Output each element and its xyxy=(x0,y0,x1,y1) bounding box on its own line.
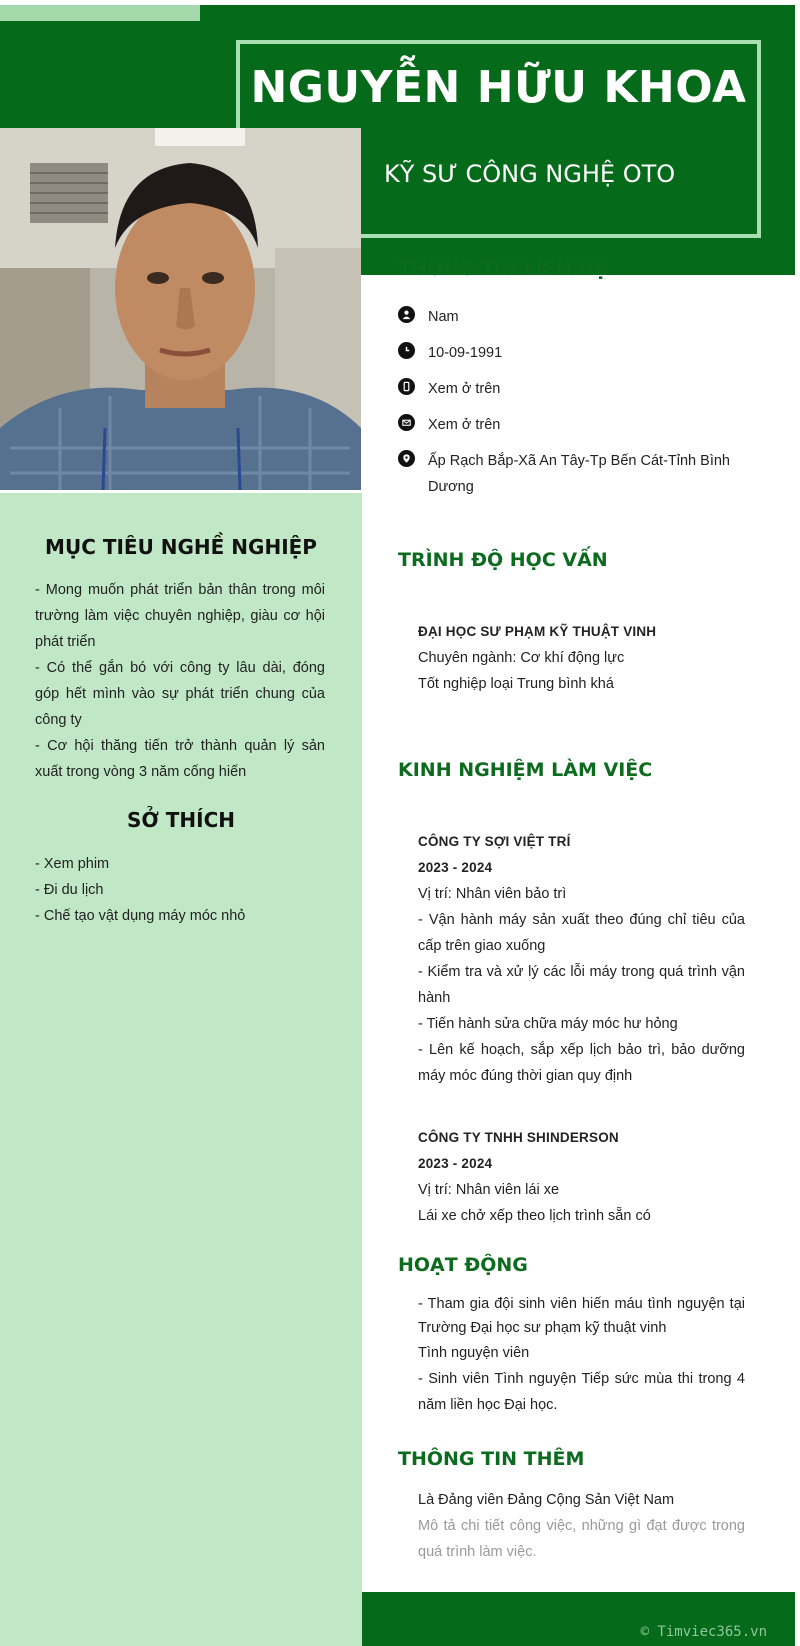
additional-info-line: Là Đảng viên Đảng Cộng Sản Việt Nam xyxy=(418,1492,675,1508)
company-name: CÔNG TY TNHH SHINDERSON xyxy=(418,1130,619,1145)
footer-band xyxy=(362,1592,795,1646)
education-major: Chuyên ngành: Cơ khí động lực xyxy=(418,650,625,666)
hobbies-title: SỞ THÍCH xyxy=(126,808,236,832)
objective-line: - Cơ hội thăng tiến trở thành quản lý sản xuất trong vòng 3 năm cống hiến xyxy=(35,738,325,780)
header-accent-bar xyxy=(0,5,200,21)
education-title: TRÌNH ĐỘ HỌC VẤN xyxy=(398,549,608,571)
career-objective-body xyxy=(35,577,325,785)
activity-line: - Tham gia đội sinh viên hiến máu tình nguyện tại Trường Đại học sư phạm kỹ thuật vinh xyxy=(418,1296,745,1336)
activity-line: Tình nguyện viên xyxy=(418,1345,530,1361)
objective-line: - Mong muốn phát triển bản thân trong môi trường làm việc chuyên nghiệp, giàu cơ hội phát triển xyxy=(35,582,325,650)
contact-address-text: Ấp Rạch Bắp-Xã An Tây-Tp Bến Cát-Tỉnh Bình Dương xyxy=(428,453,730,495)
contact-gender-text: Nam xyxy=(428,309,459,325)
activities-body xyxy=(418,1292,745,1418)
objective-line: - Có thể gắn bó với công ty lâu dài, đóng góp hết mình vào sự phát triển chung của công ty xyxy=(35,660,325,728)
experience-job xyxy=(418,829,745,1089)
career-objective-title: MỤC TIÊU NGHỀ NGHIỆP xyxy=(45,535,317,559)
contact-phone-text: Xem ở trên xyxy=(428,381,501,397)
user-icon xyxy=(398,306,415,323)
job-period: 2023 - 2024 xyxy=(418,1156,493,1171)
footer-watermark: © Timviec365.vn xyxy=(640,1624,767,1640)
school-name: ĐẠI HỌC SƯ PHẠM KỸ THUẬT VINH xyxy=(418,624,657,639)
contact-birthdate xyxy=(398,340,738,366)
contact-gender xyxy=(398,304,738,330)
full-name: NGUYỄN HỮU KHOA xyxy=(250,62,747,113)
contact-phone xyxy=(398,376,738,402)
additional-info-placeholder: Mô tả chi tiết công việc, những gì đạt được trong quá trình làm việc. xyxy=(418,1518,745,1560)
contact-email-text: Xem ở trên xyxy=(428,417,501,433)
additional-info-title: THÔNG TIN THÊM xyxy=(398,1448,585,1470)
job-detail: Lái xe chở xếp theo lịch trình sẵn có xyxy=(418,1208,651,1224)
additional-info-body xyxy=(418,1487,745,1565)
contact-address xyxy=(398,448,738,500)
job-title: KỸ SƯ CÔNG NGHỆ OTO xyxy=(384,160,676,188)
education-grade: Tốt nghiệp loại Trung bình khá xyxy=(418,676,614,692)
clock-icon xyxy=(398,342,415,359)
experience-job xyxy=(418,1125,745,1229)
job-position: Vị trí: Nhân viên lái xe xyxy=(418,1182,560,1198)
hobby-item: - Đi du lịch xyxy=(35,882,104,898)
hobby-item: - Xem phim xyxy=(35,856,110,872)
contact-birthdate-text: 10-09-1991 xyxy=(428,345,503,361)
activity-line: - Sinh viên Tình nguyện Tiếp sức mùa thi trong 4 năm liền học Đại học. xyxy=(418,1371,745,1413)
job-detail: - Kiểm tra và xử lý các lỗi máy trong quá trình vận hành xyxy=(418,964,745,1006)
hobbies-list xyxy=(35,851,325,929)
profile-photo xyxy=(0,128,361,490)
experience-title: KINH NGHIỆM LÀM VIỆC xyxy=(398,759,653,781)
contact-section-title: THÔNG TIN LIÊN HỆ xyxy=(398,258,608,280)
phone-icon xyxy=(398,378,415,395)
location-icon xyxy=(398,450,415,467)
education-entry xyxy=(418,619,745,697)
job-detail: - Lên kế hoạch, sắp xếp lịch bảo trì, bảo dưỡng máy móc đúng thời gian quy định xyxy=(418,1042,745,1084)
job-detail: - Vận hành máy sản xuất theo đúng chỉ tiêu của cấp trên giao xuống xyxy=(418,912,745,954)
contact-email xyxy=(398,412,738,438)
job-period: 2023 - 2024 xyxy=(418,860,493,875)
job-position: Vị trí: Nhân viên bảo trì xyxy=(418,886,567,902)
activities-title: HOẠT ĐỘNG xyxy=(398,1254,528,1276)
email-icon xyxy=(398,414,415,431)
hobby-item: - Chế tạo vật dụng máy móc nhỏ xyxy=(35,908,246,924)
job-detail: - Tiến hành sửa chữa máy móc hư hỏng xyxy=(418,1016,678,1032)
company-name: CÔNG TY SỢI VIỆT TRÍ xyxy=(418,834,571,849)
